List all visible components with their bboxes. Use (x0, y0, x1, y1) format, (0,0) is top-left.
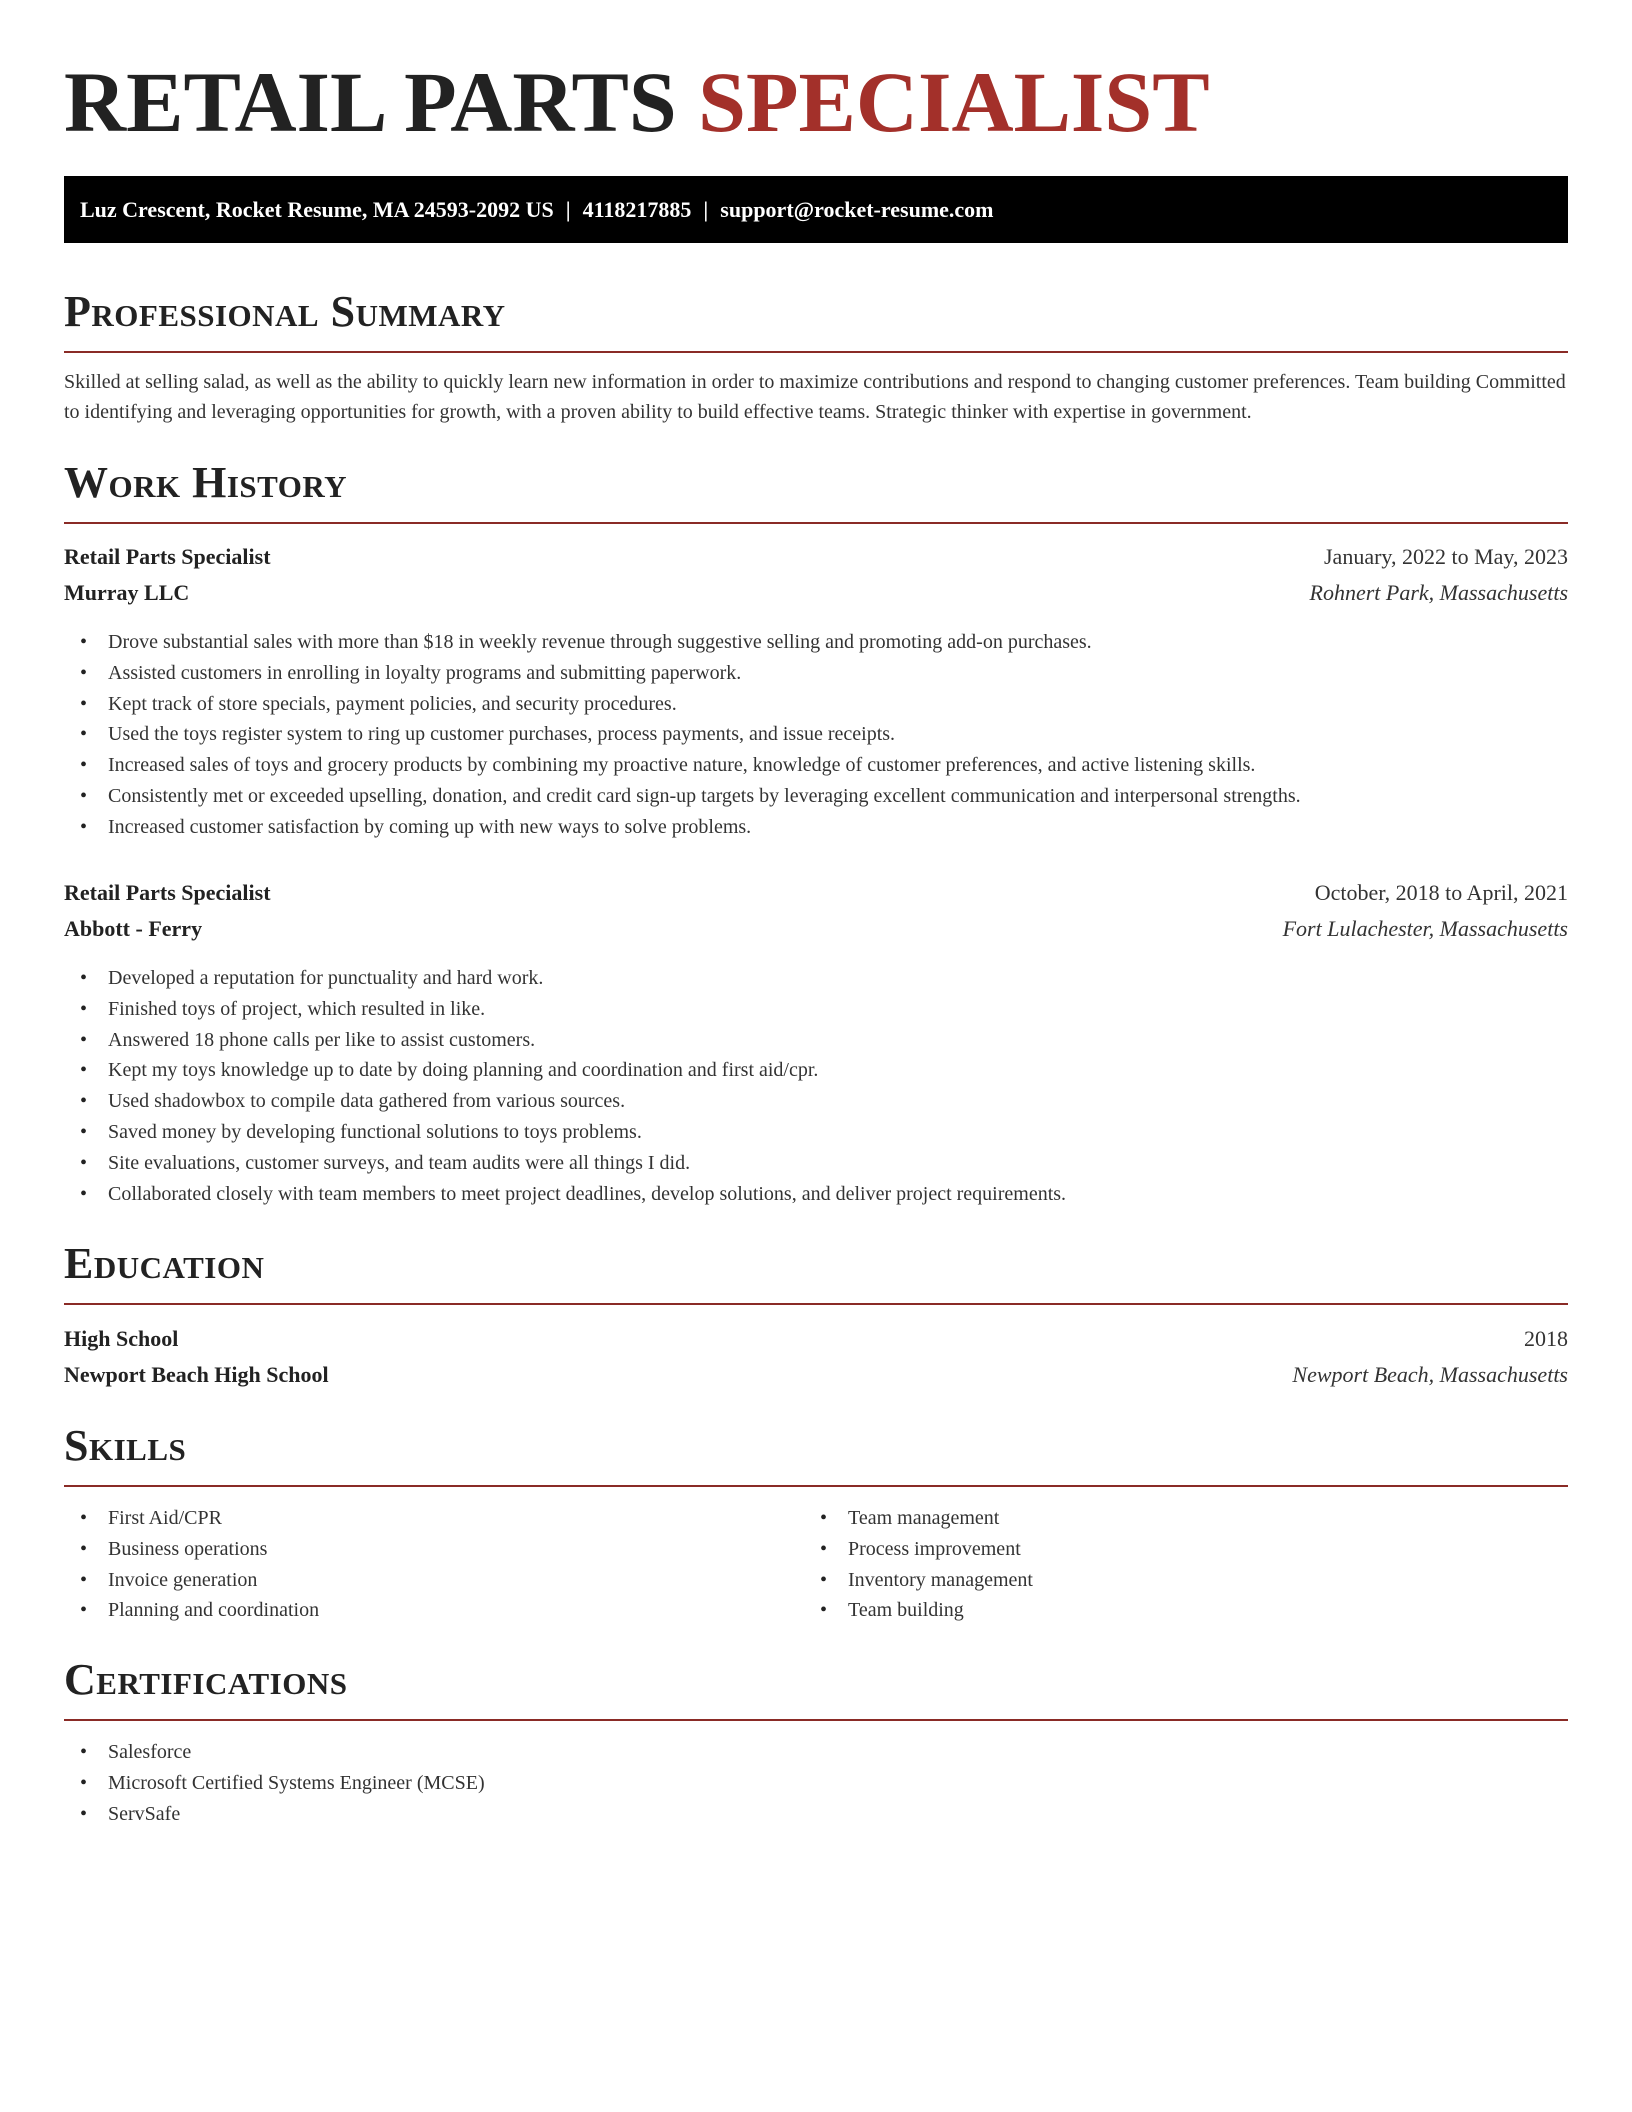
job-bullet: • Assisted customers in enrolling in loyalty programs and submitting paperwork. (64, 658, 1568, 689)
job-dates: October, 2018 to April, 2021 (1314, 880, 1568, 905)
contact-bar (64, 176, 1568, 243)
section-divider (64, 351, 1568, 353)
job-location: Fort Lulachester, Massachusetts (1282, 916, 1568, 941)
title-accent: SPECIALIST (698, 54, 1210, 150)
job-location: Rohnert Park, Massachusetts (1309, 580, 1568, 605)
section-divider (64, 1303, 1568, 1305)
certification-item: • Salesforce (64, 1737, 1568, 1768)
summary-text: Skilled at selling salad, as well as the ability to quickly learn new information in order to maximize contributions and respond to changing customer preferences. Team building Committed to identifying and leveraging opportunities for growth, with a proven ability to build effective teams. Strategic thinker with expertise in government. (64, 371, 1566, 423)
education-school: Newport Beach High School (64, 1362, 329, 1387)
title-main: RETAIL PARTS (64, 54, 677, 150)
job-bullet: • Site evaluations, customer surveys, and team audits were all things I did. (64, 1148, 1568, 1179)
education-degree-row (64, 1322, 1568, 1356)
job-title-row (64, 876, 1568, 910)
skill-item: • First Aid/CPR (64, 1503, 764, 1534)
job-bullet: • Developed a reputation for punctuality and hard work. (64, 963, 1568, 994)
section-heading-skills: Skills (64, 1421, 187, 1470)
certification-item: • Microsoft Certified Systems Engineer (MCSE) (64, 1768, 1568, 1799)
job-bullet: • Finished toys of project, which resulted in like. (64, 994, 1568, 1025)
skill-item: • Invoice generation (64, 1565, 764, 1596)
job-dates: January, 2022 to May, 2023 (1324, 544, 1568, 569)
job-bullet: • Used the toys register system to ring up customer purchases, process payments, and issue receipts. (64, 719, 1568, 750)
job-bullet: • Increased customer satisfaction by coming up with new ways to solve problems. (64, 812, 1568, 843)
job-bullet: • Answered 18 phone calls per like to assist customers. (64, 1025, 1568, 1056)
resume-title (64, 52, 1210, 152)
section-divider (64, 522, 1568, 524)
skill-item: • Team building (804, 1595, 1504, 1626)
job-bullet: • Kept my toys knowledge up to date by doing planning and coordination and first aid/cpr. (64, 1055, 1568, 1086)
skills-list-left (64, 1503, 764, 1626)
education-location: Newport Beach, Massachusetts (1292, 1362, 1568, 1387)
job-bullet: • Used shadowbox to compile data gathered from various sources. (64, 1086, 1568, 1117)
skill-item: • Process improvement (804, 1534, 1504, 1565)
section-heading-work-history: Work History (64, 458, 348, 507)
education-school-row (64, 1358, 1568, 1392)
job-bullet: • Consistently met or exceeded upselling, donation, and credit card sign-up targets by leveraging excellent communication and interpersonal strengths. (64, 781, 1568, 812)
education-year: 2018 (1524, 1326, 1568, 1351)
job-bullet: • Saved money by developing functional solutions to toys problems. (64, 1117, 1568, 1148)
job-title-row (64, 540, 1568, 574)
job-bullet-list (64, 627, 1568, 843)
section-heading-certifications: Certifications (64, 1655, 348, 1704)
skill-item: • Team management (804, 1503, 1504, 1534)
job-company-row (64, 576, 1568, 610)
certification-item: • ServSafe (64, 1799, 1568, 1830)
section-divider (64, 1485, 1568, 1487)
job-bullet-list (64, 963, 1568, 1209)
job-company: Murray LLC (64, 580, 190, 605)
contact-address: Luz Crescent, Rocket Resume, MA 24593-2092 US (80, 197, 554, 222)
skill-item: • Inventory management (804, 1565, 1504, 1596)
contact-phone: 4118217885 (582, 197, 692, 222)
skills-list-right (804, 1503, 1504, 1626)
contact-separator: | (565, 197, 571, 222)
certifications-list (64, 1737, 1568, 1829)
section-heading-summary: Professional Summary (64, 287, 506, 336)
education-degree: High School (64, 1326, 179, 1351)
job-company: Abbott - Ferry (64, 916, 203, 941)
job-title: Retail Parts Specialist (64, 880, 271, 905)
section-divider (64, 1719, 1568, 1721)
job-bullet: • Increased sales of toys and grocery products by combining my proactive nature, knowledge of customer preferences, and active listening skills. (64, 750, 1568, 781)
contact-email[interactable]: support@rocket-resume.com (720, 197, 994, 222)
skill-item: • Planning and coordination (64, 1595, 764, 1626)
contact-separator: | (703, 197, 709, 222)
skill-item: • Business operations (64, 1534, 764, 1565)
job-bullet: • Kept track of store specials, payment policies, and security procedures. (64, 689, 1568, 720)
job-title: Retail Parts Specialist (64, 544, 271, 569)
job-company-row (64, 912, 1568, 946)
job-bullet: • Collaborated closely with team members to meet project deadlines, develop solutions, and deliver project requirements. (64, 1179, 1568, 1210)
job-bullet: • Drove substantial sales with more than $18 in weekly revenue through suggestive selling and promoting add-on purchases. (64, 627, 1568, 658)
section-heading-education: Education (64, 1239, 265, 1288)
